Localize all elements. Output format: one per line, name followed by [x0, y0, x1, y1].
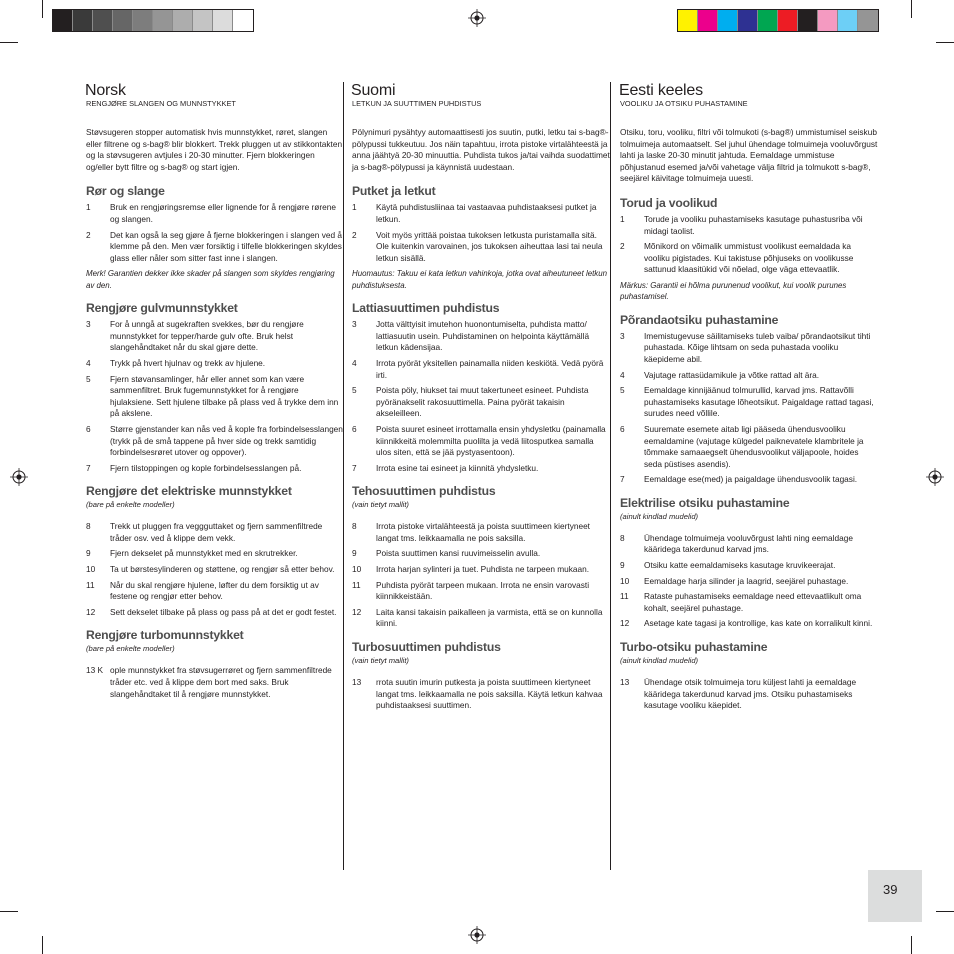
step-item — [352, 521, 610, 544]
step-text: Trekk ut pluggen fra veggguttaket og fjern sammenfiltrede tråder osv. ved å klippe dem vekk. — [110, 521, 323, 543]
step-item — [620, 370, 878, 382]
step-item — [86, 358, 344, 370]
crop-mark — [0, 42, 18, 43]
step-text: Irrota pistoke virtalähteestä ja poista suuttimeen kiertyneet langat tms. leikkaamalla ne pois saksilla. — [376, 521, 590, 543]
step-list — [86, 665, 344, 700]
intro-paragraph: Pölynimuri pysähtyy automaattisesti jos suutin, putki, letku tai s-bag®-pölypussi tukkeutuu. Jos näin tapahtuu, irrota pistoke virtalähteestä ja anna jäähtyä 20-30 minuuttia. Puhdista tukos ja/tai vaihda suodattimet ja s-bag®-pölypussi ja käynnistä uudestaan. — [352, 127, 610, 172]
section-heading: Rengjøre gulvmunnstykket — [86, 301, 238, 316]
step-text: Poista suuttimen kansi ruuvimeisselin avulla. — [376, 548, 541, 559]
step-number: 7 — [86, 462, 91, 473]
step-text: Bruk en rengjøringsremse eller lignende for å rengjøre rørene og slangen. — [110, 202, 336, 224]
column-divider — [610, 82, 611, 870]
step-list — [620, 677, 878, 712]
step-number: 6 — [352, 423, 357, 434]
color-swatch — [113, 10, 133, 31]
step-item — [86, 374, 344, 420]
step-text: Ühendage tolmuimeja vooluvõrgust lahti ning eemaldage kääridega takerdunud karvad jms. — [644, 532, 853, 555]
step-text: Irrota esine tai esineet ja kiinnitä yhdysletku. — [376, 462, 539, 473]
step-number: 3 — [86, 319, 91, 330]
section-heading: Turbo-otsiku puhastamine — [620, 640, 768, 655]
step-number: 6 — [620, 423, 625, 434]
page-number-box — [868, 870, 922, 922]
step-number: 8 — [352, 521, 357, 532]
step-text: Fjern tilstoppingen og kople forbindelsesslangen på. — [110, 462, 302, 473]
step-number: 9 — [352, 548, 357, 559]
section-heading: Turbosuuttimen puhdistus — [352, 640, 501, 655]
step-text: Voit myös yrittää poistaa tukoksen letkusta puristamalla sitä. Ole kuitenkin varovainen, jos tukoksen aiheuttaa lasi tai neula letkun sisällä. — [376, 229, 603, 263]
column-suomi — [352, 82, 610, 716]
step-item — [620, 331, 878, 366]
section-heading: Tehosuuttimen puhdistus — [352, 484, 496, 499]
color-swatch — [818, 10, 838, 31]
section-heading: Lattiasuuttimen puhdistus — [352, 301, 500, 316]
registration-mark-icon — [468, 926, 486, 944]
step-text: Asetage kate tagasi ja kontrollige, kas kate on korralikult kinni. — [644, 618, 873, 629]
step-text: Ta ut børstesylinderen og støttene, og rengjør så etter behov. — [110, 564, 335, 575]
step-list — [352, 521, 610, 630]
step-item — [86, 230, 344, 265]
section-subtitle: VOOLIKU JA OTSIKU PUHASTAMINE — [620, 99, 748, 108]
intro-paragraph: Otsiku, toru, vooliku, filtri või tolmukoti (s-bag®) ummistumisel seiskub tolmuimeja automaatselt. Sel juhul ühendage tolmuimeja vooluvõrgust lahti ja laske 20-30 minutit jahtuda. Eemaldage ummistuse põhjustanud esemed ja/või vahetage välja filtrid ja tolmukott s-bag®, seejärel käivitage tolmuimeja uuesti. — [620, 127, 878, 184]
page-number: 39 — [883, 882, 898, 897]
step-item — [352, 385, 610, 420]
step-number: 5 — [86, 373, 91, 384]
crop-mark — [42, 0, 43, 18]
step-item — [86, 548, 344, 560]
crop-mark — [936, 911, 954, 912]
step-text: Eemaldage harja silinder ja laagrid, seejärel puhastage. — [644, 575, 849, 586]
warranty-note: Märkus: Garantii ei hõlma purunenud voolikut, kui voolik purunes puhastamisel. — [620, 280, 847, 302]
step-text: Poista pöly, hiukset tai muut takertuneet esineet. Puhdista pyöränakselit rakosuuttimella. Paina pyörät takaisin akseleilleen. — [376, 385, 589, 419]
step-item — [86, 607, 344, 619]
color-swatch — [838, 10, 858, 31]
step-item — [620, 385, 878, 420]
step-item — [86, 424, 344, 459]
step-text: Irrota harjan sylinteri ja tuet. Puhdista ne tarpeen mukaan. — [376, 564, 590, 575]
step-item — [620, 618, 878, 630]
section-heading: Rør og slange — [86, 184, 165, 199]
model-note: (bare på enkelte modeller) — [86, 500, 175, 510]
step-number: 13 K — [86, 665, 104, 676]
step-item — [352, 607, 610, 630]
intro-paragraph: Støvsugeren stopper automatisk hvis munnstykket, røret, slangen eller filtrene og s-bag® blir blokkert. Trekk pluggen ut av stikkontakten og la støvsugeren avtjules i 20-30 minutter. Fjern blokkeringen og/eller bytt filtre og s-bag® og start igjen. — [86, 127, 343, 172]
step-number: 13 — [620, 677, 630, 688]
step-number: 10 — [352, 564, 362, 575]
step-item — [620, 576, 878, 588]
step-item — [86, 521, 344, 544]
color-swatch — [678, 10, 698, 31]
step-text: Det kan også la seg gjøre å fjerne blokkeringen i slangen ved å klemme på den. Men vær forsiktig i tilfelle blokkeringen skyldes glass eller nåler som sitter fast inne i slangen. — [110, 229, 342, 263]
step-number: 2 — [620, 241, 625, 252]
step-item — [86, 580, 344, 603]
step-text: Eemaldage kinnijäänud tolmurullid, karvad jms. Rattavõlli puhastamiseks kasutage lõheotsikut. Paigaldage rattad tagasi, surudes need võllile. — [644, 385, 874, 419]
step-list — [86, 521, 344, 618]
step-number: 2 — [86, 229, 91, 240]
step-list — [352, 677, 610, 712]
step-text: Eemaldage ese(med) ja paigaldage ühendusvoolik tagasi. — [644, 474, 858, 485]
step-item — [620, 560, 878, 572]
step-number: 12 — [620, 618, 630, 629]
step-number: 8 — [86, 521, 91, 532]
registration-mark-icon — [468, 9, 486, 27]
step-number: 1 — [86, 202, 91, 213]
step-text: Imemistugevuse säilitamiseks tuleb vaiba/ põrandaotsikut tihti puhastada. Kõige lihtsam on seda puhastada vooliku käepideme abil. — [644, 330, 871, 364]
step-list — [352, 319, 610, 474]
step-text: Trykk på hvert hjulnav og trekk av hjulene. — [110, 357, 266, 368]
step-list — [620, 214, 878, 276]
step-number: 10 — [620, 575, 630, 586]
model-note: (bare på enkelte modeller) — [86, 644, 175, 654]
color-swatch — [93, 10, 113, 31]
step-text: Puhdista pyörät tarpeen mukaan. Irrota ne ensin varovasti kiinnikkeistään. — [376, 579, 590, 602]
step-text: Otsiku katte eemaldamiseks kasutage kruvikeerajat. — [644, 560, 836, 571]
step-text: rrota suutin imurin putkesta ja poista suuttimeen kiertyneet langat tms. leikkaamalla ne pois saksilla. Käytä letkun kahvaa puhdistaaksesi suuttimen. — [376, 677, 603, 711]
color-swatch — [53, 10, 73, 31]
language-title: Eesti keeles — [619, 82, 703, 99]
step-text: Rataste puhastamiseks eemaldage need ettevaatlikult oma kohalt, seejärel puhastage. — [644, 591, 862, 613]
step-number: 11 — [86, 579, 95, 590]
color-swatch — [858, 10, 878, 31]
step-number: 4 — [352, 357, 357, 368]
color-swatch — [193, 10, 213, 31]
step-number: 2 — [352, 229, 357, 240]
color-swatch — [758, 10, 778, 31]
step-text: Vajutage rattasüdamikule ja võtke rattad alt ära. — [644, 369, 820, 380]
step-item — [352, 424, 610, 459]
step-item — [620, 241, 878, 276]
step-number: 3 — [620, 330, 625, 341]
step-number: 7 — [352, 462, 357, 473]
step-item — [86, 665, 344, 700]
model-note: (vain tietyt mallit) — [352, 656, 409, 666]
step-text: Mõnikord on võimalik ummistust voolikust eemaldada ka vooliku pigistades. Kui takistuse põhjuseks on voolikusse sattunud klaasitükid või nõelad, olge väga ettevaatlik. — [644, 241, 854, 275]
step-text: Laita kansi takaisin paikalleen ja varmista, että se on kunnolla kiinni. — [376, 606, 603, 629]
step-item — [352, 319, 610, 354]
step-number: 7 — [620, 474, 625, 485]
step-number: 10 — [86, 564, 96, 575]
step-item — [352, 463, 610, 475]
step-item — [620, 677, 878, 712]
step-number: 1 — [620, 213, 625, 224]
color-swatch — [133, 10, 153, 31]
section-heading: Rengjøre det elektriske munnstykket — [86, 484, 292, 499]
crop-mark — [936, 42, 954, 43]
step-list — [86, 319, 344, 474]
model-note: (ainult kindlad mudelid) — [620, 511, 699, 521]
step-text: Fjern dekselet på munnstykket med en skrutrekker. — [110, 548, 298, 559]
step-number: 13 — [352, 677, 362, 688]
step-number: 4 — [620, 369, 625, 380]
section-heading: Põrandaotsiku puhastamine — [620, 312, 779, 327]
step-text: Større gjenstander kan nås ved å kople fra forbindelsesslangen (trykk på de små tappene på hver side og trekk samtidig forbindelsesrøret utover og oppover). — [110, 423, 343, 458]
language-title: Suomi — [351, 82, 396, 99]
section-heading: Torud ja voolikud — [620, 195, 718, 210]
step-number: 4 — [86, 357, 91, 368]
step-list — [620, 331, 878, 486]
registration-mark-icon — [926, 468, 944, 486]
color-swatch — [213, 10, 233, 31]
step-item — [352, 548, 610, 560]
model-note: (ainult kindlad mudelid) — [620, 656, 699, 666]
step-item — [352, 202, 610, 225]
step-item — [352, 677, 610, 712]
column-norsk — [86, 82, 344, 704]
step-number: 11 — [352, 579, 361, 590]
color-swatch — [153, 10, 173, 31]
step-item — [86, 564, 344, 576]
crop-mark — [911, 0, 912, 18]
step-number: 6 — [86, 423, 91, 434]
section-subtitle: LETKUN JA SUUTTIMEN PUHDISTUS — [352, 99, 482, 108]
step-item — [352, 358, 610, 381]
step-number: 5 — [352, 385, 357, 396]
warranty-note: Huomautus: Takuu ei kata letkun vahinkoja, jotka ovat aiheutuneet letkun puhdistuksesta. — [352, 269, 608, 290]
step-text: Når du skal rengjøre hjulene, løfter du dem forsiktig ut av festene og rengjør etter behov. — [110, 579, 319, 602]
section-subtitle: RENGJØRE SLANGEN OG MUNNSTYKKET — [86, 99, 236, 108]
step-number: 11 — [620, 591, 629, 602]
registration-mark-icon — [10, 468, 28, 486]
color-swatch — [738, 10, 758, 31]
crop-mark — [42, 936, 43, 954]
step-item — [86, 463, 344, 475]
step-item — [620, 214, 878, 237]
step-number: 8 — [620, 532, 625, 543]
step-item — [620, 424, 878, 470]
step-number: 9 — [620, 560, 625, 571]
step-text: Irrota pyörät yksitellen painamalla niiden keskiötä. Vedä pyörä irti. — [376, 357, 604, 380]
column-eesti — [620, 82, 878, 716]
crop-mark — [911, 936, 912, 954]
step-item — [352, 230, 610, 265]
process-color-bar — [677, 9, 879, 32]
step-item — [352, 564, 610, 576]
section-heading: Elektrilise otsiku puhastamine — [620, 495, 790, 510]
step-item — [86, 319, 344, 354]
grey-color-bar — [52, 9, 254, 32]
step-item — [620, 474, 878, 486]
step-item — [352, 580, 610, 603]
step-text: Ühendage otsik tolmuimeja toru küljest lahti ja eemaldage kääridega takerdunud karvad jms. Otsiku puhastamiseks kasutage vooliku käepidet. — [644, 677, 857, 711]
step-number: 3 — [352, 319, 357, 330]
step-list — [352, 202, 610, 264]
crop-mark — [0, 911, 18, 912]
color-swatch — [173, 10, 193, 31]
step-text: Suuremate esemete aitab ligi pääseda ühendusvooliku eemaldamine (vajutage külgedel paiknevatele klambritele ja tõmmake samaaegselt ühendusvoolikut väljapoole, hoides seda püstises asendis). — [644, 423, 864, 469]
warranty-note: Merk! Garantien dekker ikke skader på slangen som skyldes rengjøring av den. — [86, 269, 335, 290]
model-note: (vain tietyt mallit) — [352, 500, 409, 510]
color-swatch — [778, 10, 798, 31]
step-text: Käytä puhdistusliinaa tai vastaavaa puhdistaaksesi putket ja letkun. — [376, 202, 597, 224]
color-swatch — [698, 10, 718, 31]
step-number: 12 — [86, 606, 96, 617]
color-swatch — [798, 10, 818, 31]
color-swatch — [718, 10, 738, 31]
step-item — [620, 591, 878, 614]
section-heading: Rengjøre turbomunnstykket — [86, 628, 244, 643]
color-swatch — [73, 10, 93, 31]
step-number: 5 — [620, 385, 625, 396]
step-item — [86, 202, 344, 225]
step-text: Sett dekselet tilbake på plass og pass på at det er godt festet. — [110, 606, 337, 617]
step-list — [86, 202, 344, 264]
step-text: Torude ja vooliku puhastamiseks kasutage puhastusriba või midagi taolist. — [644, 213, 863, 236]
step-number: 9 — [86, 548, 91, 559]
step-number: 12 — [352, 606, 362, 617]
step-number: 1 — [352, 202, 357, 213]
step-text: Poista suuret esineet irrottamalla ensin yhdysletku (painamalla kiinnikkeitä molemmilta puolilta ja vedä liitosputkea samalla ulos siten, että se jää pystyasentoon). — [376, 423, 606, 458]
language-title: Norsk — [85, 82, 126, 99]
step-text: Fjern støvansamlinger, hår eller annet som kan være sammenfiltret. Bruk fugemunnstykket for å rengjøre hjulaksiene. Sett hjulene tilbake på plass ved å trykke dem inn på akslene. — [110, 373, 339, 419]
step-text: Jotta välttyisit imutehon huonontumiselta, puhdista matto/ lattiasuutin usein. Puhdistaminen on helpointa käyttämällä letkun kädensijaa. — [376, 319, 590, 353]
section-heading: Putket ja letkut — [352, 184, 436, 199]
color-swatch — [233, 10, 253, 31]
step-text: ople munnstykket fra støvsugerrøret og fjern sammenfiltrede tråder etc. ved å klippe dem bort med saks. Bruk slangehåndtaket til å rengjøre munnstykket. — [110, 665, 332, 699]
step-list — [620, 533, 878, 630]
step-text: For å unngå at sugekraften svekkes, bør du rengjøre munnstykket for tepper/harde gulv ofte. Bruk helst slangehåndtaket når du skal gjøre dette. — [110, 319, 304, 353]
step-item — [620, 533, 878, 556]
